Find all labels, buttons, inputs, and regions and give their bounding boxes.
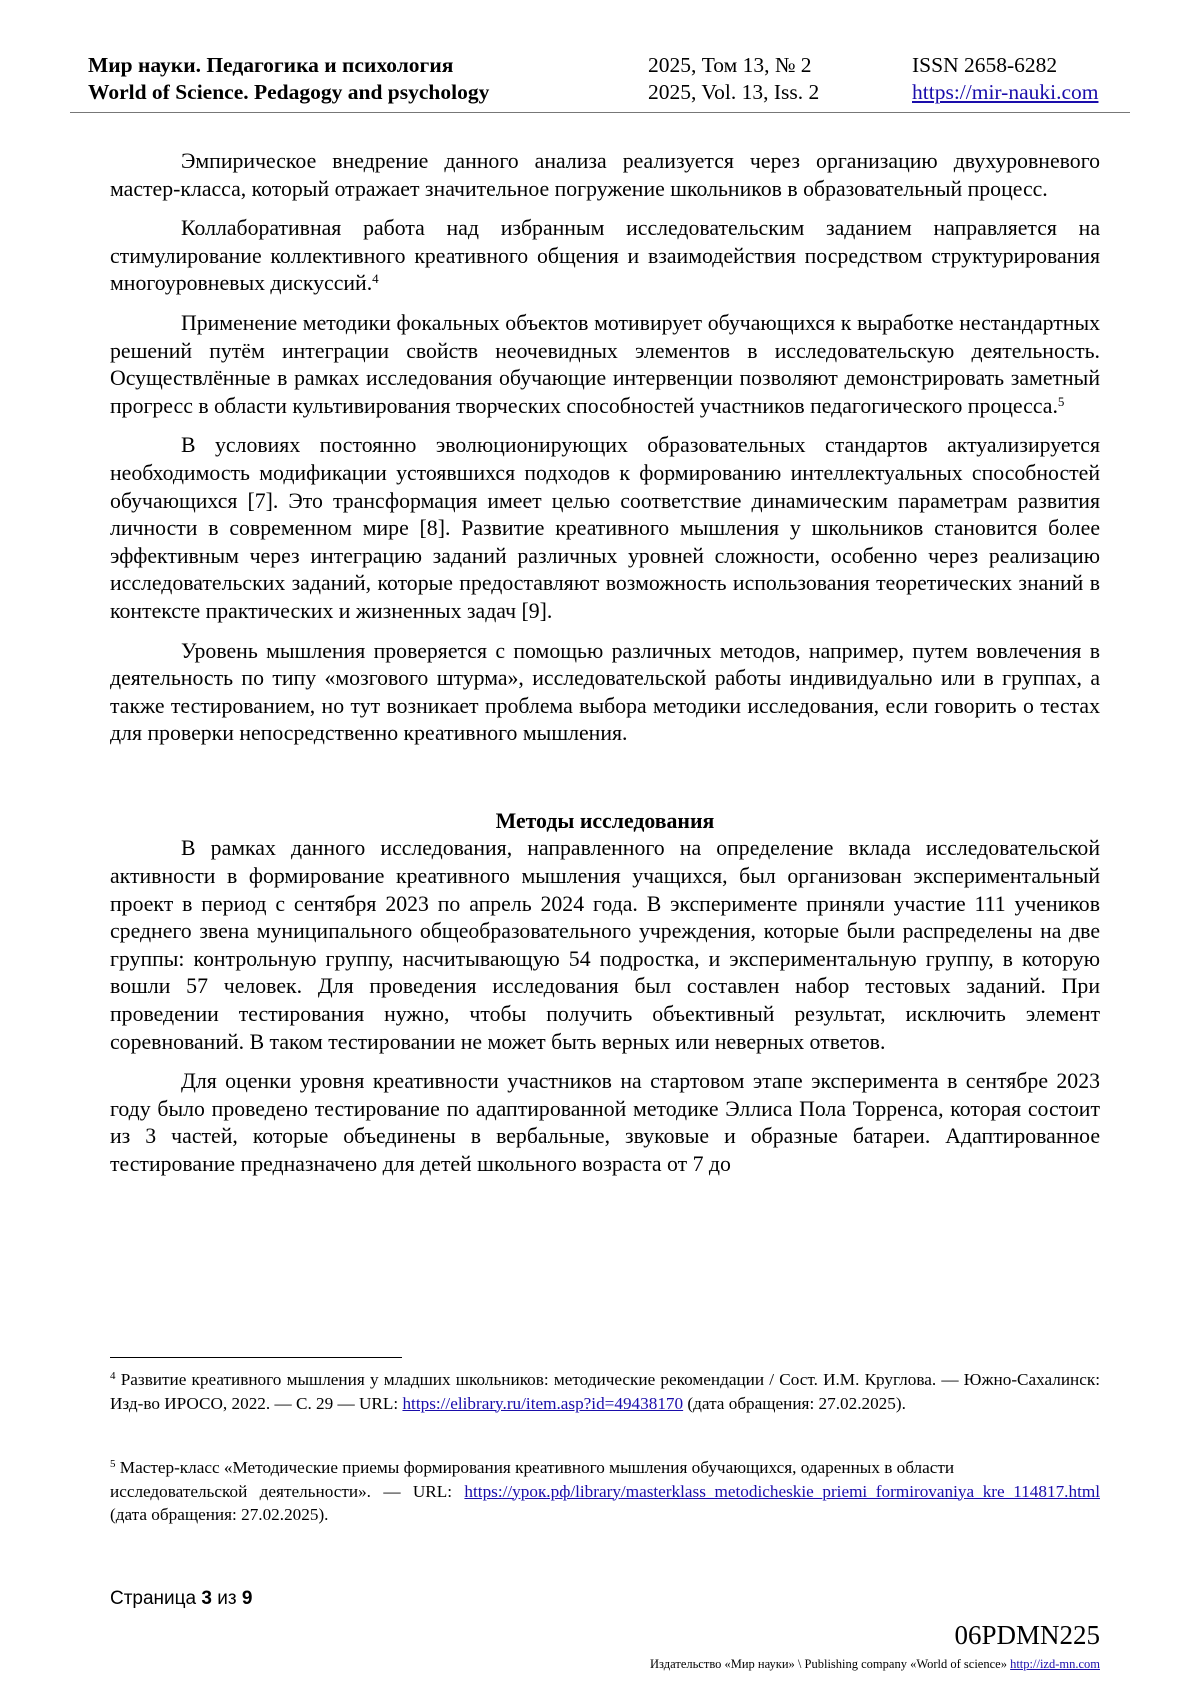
current-page: 3 [201, 1588, 212, 1609]
footnote-access-date: (дата обращения: 27.02.2025). [110, 1505, 329, 1524]
header-divider [70, 112, 1130, 113]
footnote-link[interactable]: https://урок.рф/library/masterklass_metodicheskie_priemi_formirovaniya_kre_114817.html [464, 1481, 1100, 1501]
journal-title-ru: Мир науки. Педагогика и психология [88, 53, 454, 77]
publisher-text: Издательство «Мир науки» \ Publishing company «World of science» [650, 1657, 1007, 1671]
of-word: из [217, 1588, 237, 1609]
publisher-line [650, 1656, 1100, 1672]
footnote-text: Мастер-класс «Методические приемы формирования креативного мышления обучающихся, одаренных в области [119, 1458, 955, 1477]
footnote-link[interactable]: https://elibrary.ru/item.asp?id=49438170 [402, 1393, 684, 1413]
paragraph [110, 432, 1100, 625]
page-number [110, 1588, 252, 1610]
footnote-ref[interactable]: 5 [1057, 393, 1065, 409]
paragraph-text: Эмпирическое внедрение данного анализа реализуется через организацию двухуровневого мастер-класса, который отражает значительное погружение школьников в образовательный процесс. [110, 149, 1100, 201]
section-heading: Методы исследования [495, 808, 715, 833]
paragraph-text: В рамках данного исследования, направленного на определение вклада исследовательской активности в формирование креативного мышления учащихся, был организован экспериментальный проект в период с сентября 2023 по апрель 2024 года. В эксперименте приняли участие 111 учеников среднего звена муниципального общеобразовательного учреждения, которые были распределены на две группы: контрольную группу, насчитывающую 54 подростка, и экспериментальную группу, в которую вошли 57 человек. Для проведения исследования был составлен набор тестовых заданий. При проведении тестирования нужно, чтобы получить объективный результат, исключить элемент соревнований. В таком тестировании не может быть верных или неверных ответов. [110, 836, 1100, 1054]
publisher-link[interactable]: http://izd-mn.com [1010, 1657, 1100, 1671]
footnote-access-date: (дата обращения: 27.02.2025). [687, 1393, 906, 1413]
footnote-line [110, 1456, 1100, 1480]
paragraph-text: Для оценки уровня креативности участников на стартовом этапе эксперимента в сентябре 2023 году было проведено тестирование по адаптированной методике Эллиса Пола Торренса, которая состоит из 3 частей, которые объединены в вербальные, звуковые и образные батареи. Адаптированное тестирование предназначено для детей школьного возраста от 7 до [110, 1069, 1100, 1176]
article-code: 06PDMN225 [954, 1620, 1100, 1650]
footnote-text: Развитие креативного мышления у младших школьников: методические рекомендации / Сост. И.М. Круглова. — Южно-Сахалинск: Изд-во ИРОСО, 2022. — С. 29 — URL: [110, 1370, 1101, 1413]
journal-title-block [88, 52, 489, 106]
footnote-number: 4 [110, 1370, 116, 1382]
paragraph [110, 310, 1100, 420]
footnote-divider [110, 1357, 402, 1358]
total-pages: 9 [241, 1588, 253, 1609]
issue-ru: 2025, Том 13, № 2 [648, 53, 812, 77]
footnote-5 [110, 1456, 1100, 1527]
paragraph-text: В условиях постоянно эволюционирующих образовательных стандартов актуализируется необходимость модификации устоявшихся подходов к формированию интеллектуальных способностей обучающихся [7]. Это трансформация имеет целью соответствие динамическим параметрам развития личности в современном мире [8]. Развитие креативного мышления у школьников становится более эффективным через интеграцию заданий различных уровней сложности, особенно через реализацию исследовательских заданий, которые предоставляют возможность использования теоретических знаний в контексте практических и жизненных задач [9]. [110, 433, 1100, 623]
journal-site-link[interactable]: https://mir-nauki.com [912, 80, 1099, 104]
paragraph [110, 148, 1100, 203]
paragraph [110, 835, 1100, 1056]
footnote-4 [110, 1368, 1100, 1415]
footnote-number: 5 [110, 1458, 116, 1470]
paragraph-text: Применение методики фокальных объектов мотивирует обучающихся к выработке нестандартных решений путём интеграции свойств неочевидных элементов в исследовательскую деятельность. Осуществлённые в рамках исследования обучающие интервенции позволяют демонстрировать заметный прогресс в области культивирования творческих способностей участников педагогического процесса. [110, 310, 1100, 418]
journal-title-en: World of Science. Pedagogy and psychology [88, 80, 490, 104]
issue-block [648, 52, 819, 106]
paragraph-text: Коллаборативная работа над избранным исследовательским заданием направляется на стимулирование коллективного креативного общения и взаимодействия посредством структурирования многоуровневых дискуссий. [110, 216, 1100, 296]
footnote-text: исследовательской деятельности». — URL: [110, 1481, 453, 1501]
paragraph [110, 1068, 1100, 1178]
paragraph-text: Уровень мышления проверяется с помощью различных методов, например, путем вовлечения в деятельность по типу «мозгового штурма», исследовательской работы индивидуально или в группах, а также тестированием, но тут возникает проблема выбора методики исследования, если говорить о тестах для проверки непосредственно креативного мышления. [110, 638, 1100, 746]
issue-en: 2025, Vol. 13, Iss. 2 [648, 80, 820, 104]
issn-block [912, 52, 1098, 106]
paragraph [110, 638, 1100, 748]
footnote-ref[interactable]: 4 [372, 271, 379, 287]
issn: ISSN 2658-6282 [912, 53, 1058, 77]
page-word: Страница [110, 1588, 197, 1609]
paragraph [110, 215, 1100, 298]
article-body [110, 148, 1100, 1191]
